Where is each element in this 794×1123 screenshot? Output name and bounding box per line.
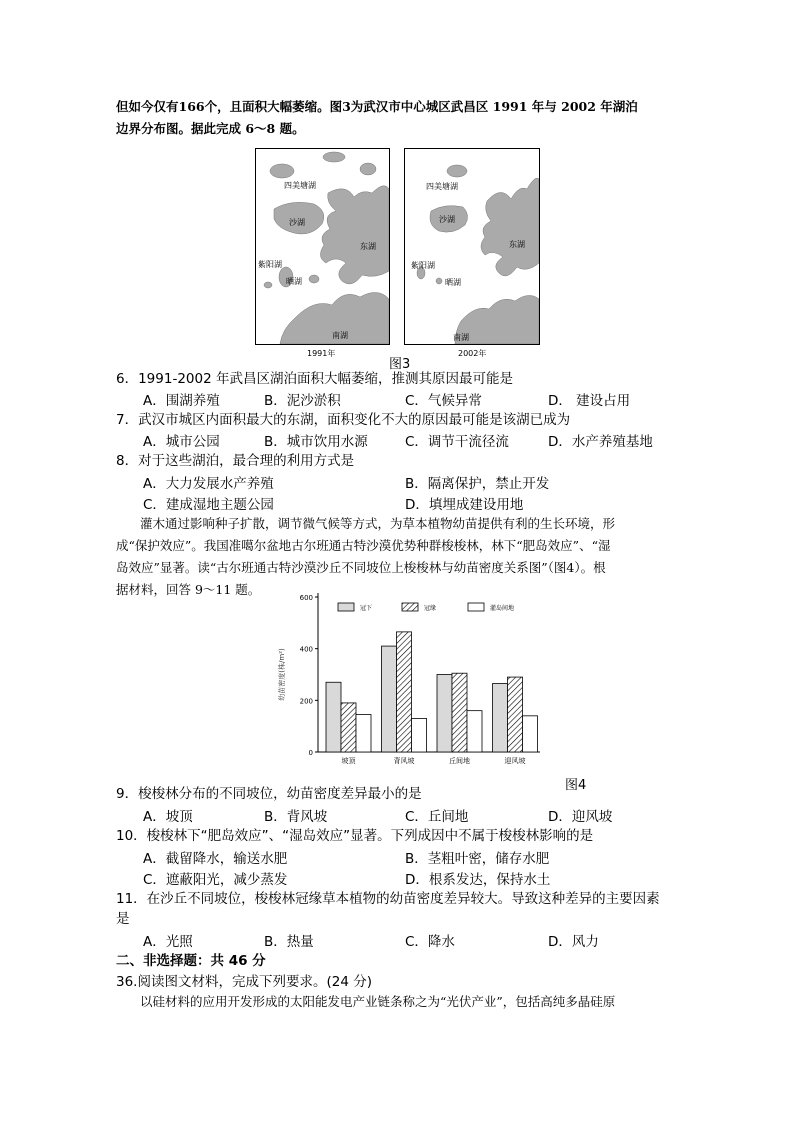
legend-swatch-1 bbox=[338, 603, 354, 611]
legend-swatch-3 bbox=[468, 603, 484, 611]
material-2-line-2: 成“保护效应”。我国准噶尔盆地古尔班通古特沙漠优势种群梭梭林，林下“肥岛效应”、“湿 bbox=[116, 538, 611, 553]
label-nanhu-1991: 南湖 bbox=[332, 331, 348, 340]
section-2-title: 二、非选择题：共 46 分 bbox=[116, 953, 266, 969]
question-9-option-c[interactable]: C．丘间地 bbox=[405, 809, 469, 825]
y-tick-label: 0 bbox=[308, 749, 313, 757]
bar-3-1 bbox=[356, 715, 371, 752]
label-shaihu-2002: 晒湖 bbox=[445, 278, 461, 287]
label-ziyang-2002: 紫阳湖 bbox=[411, 261, 435, 270]
question-7-option-d[interactable]: D．水产养殖基地 bbox=[548, 434, 653, 450]
question-7-option-b[interactable]: B．城市饮用水源 bbox=[264, 434, 368, 450]
question-9-option-a[interactable]: A．坡顶 bbox=[143, 809, 193, 825]
question-8-option-c[interactable]: C．建成湿地主题公园 bbox=[143, 497, 274, 513]
intro-line-2: 边界分布图。据此完成 6～8 题。 bbox=[116, 121, 305, 136]
question-11-option-d[interactable]: D．风力 bbox=[548, 934, 599, 950]
question-11-stem-line-2: 是 bbox=[116, 911, 130, 927]
legend-swatch-2 bbox=[402, 603, 418, 611]
intro-line-1: 但如今仅有166个，且面积大幅萎缩。图3为武汉市中心城区武昌区 1991 年与 2002 年湖泊 bbox=[116, 99, 638, 114]
question-36-material-line: 以硅材料的应用开发形成的太阳能发电产业链条称之为“光伏产业”，包括高纯多晶硅原 bbox=[140, 994, 616, 1009]
question-8-option-d[interactable]: D．填埋成建设用地 bbox=[405, 497, 524, 513]
label-ziyang-1991: 紫阳湖 bbox=[258, 260, 282, 269]
question-7-option-a[interactable]: A．城市公园 bbox=[143, 434, 220, 450]
label-donghu-1991: 东湖 bbox=[360, 242, 376, 251]
question-6-stem: 6．1991-2002 年武昌区湖泊面积大幅萎缩，推测其原因最可能是 bbox=[116, 371, 513, 387]
x-category-label: 丘间地 bbox=[449, 757, 470, 765]
label-shahu-1991: 沙湖 bbox=[289, 218, 305, 227]
y-tick-label: 400 bbox=[299, 645, 313, 654]
material-2-line-4: 据材料，回答 9～11 题。 bbox=[116, 582, 261, 597]
legend-label-3: 灌岛间地 bbox=[490, 605, 515, 612]
question-8-option-b[interactable]: B．隔离保护，禁止开发 bbox=[405, 476, 550, 492]
figure-4-bar-chart bbox=[270, 583, 560, 768]
label-simeitang-1991: 四美塘湖 bbox=[284, 181, 316, 190]
question-6-option-b[interactable]: B．泥沙淤积 bbox=[264, 393, 341, 409]
bar-1-3 bbox=[437, 675, 452, 753]
x-category-label: 迎风坡 bbox=[504, 757, 526, 765]
map-2002-year: 2002年 bbox=[458, 349, 487, 358]
question-9-option-d[interactable]: D．迎风坡 bbox=[548, 809, 613, 825]
material-2-line-1: 灌木通过影响种子扩散，调节微气候等方式，为草本植物幼苗提供有利的生长环境，形 bbox=[140, 516, 616, 531]
question-11-option-c[interactable]: C．降水 bbox=[405, 934, 455, 950]
question-36-stem: 36.阅读图文材料，完成下列要求。(24 分) bbox=[116, 974, 372, 990]
y-axis-label: 幼苗密度(株/m²) bbox=[278, 648, 286, 701]
question-6-option-c[interactable]: C．气候异常 bbox=[405, 393, 482, 409]
bar-3-4 bbox=[523, 716, 538, 752]
question-9-option-b[interactable]: B．背风坡 bbox=[264, 809, 328, 825]
question-8-stem: 8．对于这些湖泊，最合理的利用方式是 bbox=[116, 453, 355, 469]
map-1991 bbox=[255, 148, 390, 345]
question-10-option-d[interactable]: D．根系发达，保持水土 bbox=[405, 872, 551, 888]
question-6-option-d[interactable]: D． 建设占用 bbox=[548, 393, 631, 409]
y-tick-label: 200 bbox=[299, 697, 313, 706]
label-donghu-2002: 东湖 bbox=[509, 240, 525, 249]
question-7-stem: 7．武汉市城区内面积最大的东湖，面积变化不大的原因最可能是该湖已成为 bbox=[116, 412, 571, 428]
map-2002 bbox=[404, 148, 540, 345]
x-category-label: 坡顶 bbox=[341, 757, 356, 765]
question-6-option-a[interactable]: A．围湖养殖 bbox=[143, 393, 220, 409]
bar-2-2 bbox=[397, 632, 412, 752]
legend-label-1: 冠下 bbox=[360, 605, 373, 612]
question-11-stem-line-1: 11．在沙丘不同坡位，梭梭林冠缘草本植物的幼苗密度差异较大。导致这种差异的主要因素 bbox=[116, 891, 660, 907]
question-8-option-a[interactable]: A．大力发展水产养殖 bbox=[143, 476, 274, 492]
label-shaihu-1991: 晒湖 bbox=[286, 277, 302, 286]
y-tick-label: 600 bbox=[299, 594, 313, 602]
label-nanhu-2002: 南湖 bbox=[453, 333, 469, 342]
question-10-option-b[interactable]: B．茎粗叶密，储存水肥 bbox=[405, 851, 550, 867]
question-11-option-b[interactable]: B．热量 bbox=[264, 934, 314, 950]
bar-3-3 bbox=[467, 711, 482, 752]
question-10-option-c[interactable]: C．遮蔽阳光，减少蒸发 bbox=[143, 872, 288, 888]
question-10-stem: 10．梭梭林下“肥岛效应”、“湿岛效应”显著。下列成因中不属于梭梭林影响的是 bbox=[116, 828, 594, 844]
bar-1-1 bbox=[326, 682, 341, 752]
bar-2-4 bbox=[508, 677, 523, 752]
bar-1-4 bbox=[493, 684, 508, 752]
bar-2-1 bbox=[341, 703, 356, 752]
label-simeitang-2002: 四美塘湖 bbox=[426, 182, 458, 191]
figure-3-caption: 图3 bbox=[389, 357, 411, 372]
question-7-option-c[interactable]: C．调节干流径流 bbox=[405, 434, 509, 450]
bar-3-2 bbox=[412, 718, 427, 752]
map-1991-year: 1991年 bbox=[307, 349, 336, 358]
x-category-label: 背风坡 bbox=[393, 757, 415, 765]
question-9-stem: 9．梭梭林分布的不同坡位，幼苗密度差异最小的是 bbox=[116, 786, 422, 802]
material-2-line-3: 岛效应”显著。读“古尔班通古特沙漠沙丘不同坡位上梭梭林与幼苗密度关系图”（图4）。根 bbox=[116, 560, 606, 575]
legend-label-2: 冠缘 bbox=[424, 605, 437, 612]
label-shahu-2002: 沙湖 bbox=[439, 215, 455, 224]
bar-2-3 bbox=[452, 673, 467, 752]
question-10-option-a[interactable]: A．截留降水，输送水肥 bbox=[143, 851, 288, 867]
figure-4-caption: 图4 bbox=[565, 778, 587, 793]
question-11-option-a[interactable]: A．光照 bbox=[143, 934, 193, 950]
bar-1-2 bbox=[382, 646, 397, 752]
